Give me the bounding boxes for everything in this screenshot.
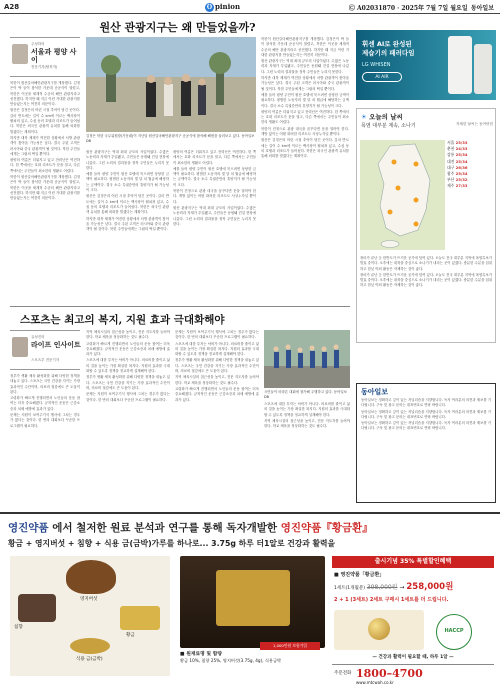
author-kicker: 주성하의: [31, 42, 45, 46]
ad-badge: AI AIR: [362, 72, 402, 82]
column-name: 라이프 인사이트: [31, 340, 81, 349]
section-label: pinion: [215, 2, 241, 11]
paragraph: 문제는 지원이 보여주기식 행사에 그치는 경우가 많다는 것이다. 한 번의 대회보다 꾸준한 프로그램이 필요하다.: [175, 330, 259, 340]
city-row: 대전 25/34: [447, 158, 468, 164]
city-row: 강릉 25/34: [447, 152, 468, 158]
haccp-badge: HACCP: [436, 614, 472, 650]
order-box[interactable]: [332, 664, 494, 686]
website-link[interactable]: www.mtcwah.co.kr: [356, 680, 394, 685]
ingredients-text: 황금 10%, 침향 25%, 영지버섯(3.75g, 4g), 식용금박: [180, 658, 282, 663]
pill-image: [334, 610, 424, 650]
article2-title: 스포츠는 최고의 복지, 지원 효과 극대화해야: [20, 314, 225, 326]
mushroom-illustration: [66, 560, 116, 594]
paragraph: 원산 관광지구는 역대 최대 규모의 사업이었다. 수많은 노동력과 자재가 투입됐고, 주민들은 동원돼 건설 현장에 나갔다. 그런 노력의 결과물을 정작 주민들은 누리지 못한다.: [86, 150, 169, 170]
issue-info: Ⓒ A02031870 · 2025年 7월 7일 월요일: [348, 5, 468, 12]
phone-label: 주문전화: [334, 671, 352, 676]
paragraph: 예를 들어 평양 주민이 원산 호텔에 묵으려면 상당한 금액이 필요하다. 평범한 노동자의 몇 달 치 월급에 해당하는 금액이다. 결국 소수 특권층만의 휴양지가 될 가능성이 크다.: [261, 92, 349, 108]
paragraph: 하지만 대북 제재가 여전한 상황에서 서방 관광객이 찾아올 가능성은 낮다. 결국 주된 고객은 러시아와 중국 관광객이 될 것이다. 북한 주민들에게는 그림의 떡일 뿐이다.: [261, 76, 349, 91]
paragraph: 북한이 원산갈마해안관광지구를 개장했다. 김정은이 딱 들이 참석한 가운데 준공식이 열렸고, 북한은 이곳을 세계적 수준의 해안 관광지라고 선전했다. 하지만 왜 지금 이런 거대한 관광지를 만들었는지는 여전히 의문이다.: [10, 175, 80, 201]
paragraph: 북한이 원산갈마해안관광지구를 개장했다. 김정은이 딱 들이 참석한 가운데 준공식이 열렸고, 북한은 이곳을 세계적 수준의 해안 관광지라고 선전했다. 하지만 왜 지금 이런 거대한 관광지를 만들었는지는 여전히 의문이다.: [261, 37, 349, 57]
article2-photo: [264, 330, 350, 388]
dongailbo-info-box: [356, 383, 496, 503]
ad-headline: 영진약품 에서 철저한 원료 분석과 연구를 통해 독자개발한 영진약품『황금환』: [8, 522, 373, 534]
ad-brand: LG WHISEN: [362, 62, 391, 68]
ingredients-title: ■ 원재료명 및 함량: [180, 652, 222, 657]
paragraph: 원산은 김정은의 어린 시절 추억이 담긴 곳이다. 갈마 반도에는 길이 수 km에 이르는 백사장이 펼쳐져 있고, 수십 동의 호텔과 리조트가 들어섰다. 북한은 외국인 관광객 유치를 통해 외화를 벌겠다는 계획이다.: [10, 108, 80, 134]
divider: [10, 306, 350, 307]
paper-name: 동아일보: [470, 5, 494, 12]
promo-text: 2 + 1 (3세트) 2세트 구매시 1세트를 더 드립니다.: [334, 597, 449, 603]
paragraph: 원산 관광지구는 역대 최대 규모의 사업이었다. 수많은 노동력과 자재가 투입됐고, 주민들은 동원돼 건설 현장에 나갔다. 그런 노력의 결과물을 정작 주민들은 누리지 못한다.: [261, 59, 349, 74]
photo-caption: 시민들이 마라톤 대회에 참가해 주행하고 있다. 동아일보DB: [264, 390, 347, 399]
city-row: 서울 25/33: [447, 140, 468, 145]
marathon-illustration: [264, 330, 350, 388]
paragraph: 지역 체육시설의 접근성을 높이고, 전문 지도자를 늘려야 한다. 학교 체육을 정상화하는 것도 필수다.: [86, 330, 170, 340]
paragraph: 정부가 생활 체육 활성화를 위해 다양한 정책을 내놓고 있다. 스포츠는 국민 건강을 지키는 가장 효과적인 수단이며, 의료비 절감에도 큰 도움이 된다.: [175, 358, 259, 374]
article1-col2: [86, 150, 169, 303]
article2-col1: [10, 374, 80, 507]
paragraph: 스포츠에 대한 투자는 낙비가 아니다. 의료비를 줄이고 삶의 질을 높이는 가장 확실한 복지다. 지원의 효과를 극대화할 수 있도록 정책을 정교하게 설계해야 한다.: [86, 358, 170, 374]
weather-title-text: 오늘의 날씨: [369, 113, 403, 121]
info-brand: 동아일보: [361, 387, 389, 396]
product-box-image: [180, 556, 325, 648]
author-role: 스포츠부 전문기자: [31, 358, 60, 362]
paragraph: 평양의 여름은 더워지고 있고 전력난은 여전하다. 한 쪽에서는 호화 리조트가 문을 열고, 다른 쪽에서는 주민들이 최소한의 생활도 어렵다.: [10, 158, 80, 173]
paragraph: 하지만 대북 제재가 여전한 상황에서 서방 관광객이 찾아올 가능성은 낮다. 결국 주된 고객은 러시아와 중국 관광객이 될 것이다. 북한 주민들에게는 그림의 떡일 뿐이다.: [86, 216, 169, 232]
weather-title: ☀ 오늘의 날씨: [361, 113, 403, 121]
ingredient-label: 영지버섯: [80, 597, 98, 602]
author-avatar: [12, 44, 28, 64]
goldleaf-illustration: [70, 638, 110, 654]
page-number: A28: [4, 3, 20, 11]
paragraph: 원산은 김정은의 어린 시절 추억이 담긴 곳이다. 갈마 반도에는 길이 수 km에 이르는 백사장이 펼쳐져 있고, 수십 동의 호텔과 리조트가 들어섰다. 북한은 외국인 관광객 유치를 통해 외화를 벌겠다는 계획이다.: [86, 194, 169, 215]
paragraph: 하지만 대북 제재가 여전한 상황에서 서방 관광객이 찾아올 가능성은 낮다. 결국 주된 고객은 러시아와 중국 관광객이 될 것이다. 북한 주민들에게는 그림의 떡일 뿐이다.: [10, 135, 80, 156]
info-text: 동아일보는 정확하고 깊이 있는 저널리즘을 지향합니다. 독자 여러분의 의견과 제보를 기다립니다. 구독 및 광고 문의는 대표번호로 연락 바랍니다. 동아일보는 정확하고 깊이 있는 저널리즘을 지향합니다. 독자 여러분의 의견과 제보를 기다립니다. 구독 및 광고 문의는 대표번호로 연락 바랍니다. 동아일보는 정확하고 깊이 있는 저널리즘을 지향합니다. 독자 여러분의 의견과 제보를 기다립니다. 구독 및 광고 문의는 대표번호로 연락 바랍니다.: [361, 398, 491, 431]
gold-pill-icon: [368, 618, 390, 640]
ingredients-image: [10, 556, 170, 676]
paragraph: 장마가 끝난 듯 한반도가 뜨거운 공기에 덮여 있다. 오늘도 전국 대부분 지역에 폭염특보가 발효 중이다. 오후에는 내륙을 중심으로 소나기가 내리는 곳이 있겠다. 충분한 수분을 섭취하고 한낮 야외 활동은 자제하는 것이 좋다.: [360, 272, 492, 288]
article2-col2: [86, 330, 170, 507]
agarwood-illustration: [18, 594, 56, 622]
paragraph: 지역 체육시설의 접근성을 높이고, 전문 지도자를 늘려야 한다. 학교 체육을 정상화하는 것도 필수다.: [264, 418, 350, 429]
article1-author-box: [10, 37, 80, 77]
author-kicker: 유성진의: [31, 335, 45, 339]
section-logo: O: [206, 4, 213, 11]
ad-line2: 제습기의 패러다임: [362, 49, 415, 57]
ad-youngjin[interactable]: [0, 512, 500, 691]
weather-map: [360, 140, 445, 250]
product-item: ■ 영진약품「황금환」: [334, 572, 385, 578]
column-name: 서울과 평양 사이: [31, 47, 77, 64]
author-role: 전문기자(탈북자): [31, 65, 58, 69]
weather-subtitle: 폭염 대부분 계속, 소나기: [361, 123, 416, 129]
author-avatar: [12, 337, 28, 357]
price-row: 1세트(1개월분) 398,000원 → 258,000원: [334, 582, 454, 592]
aircon-unit-illustration: [448, 36, 472, 94]
insurance-badge: 1,000만원 보험가입: [260, 642, 320, 650]
section-title: [205, 2, 240, 12]
city-row: 부산 25/32: [447, 177, 468, 183]
paragraph: 원산 관광지구는 역대 최대 규모의 사업이었다. 수많은 노동력과 자재가 투입됐고, 주민들은 동원돼 건설 현장에 나갔다. 그런 노력의 결과물을 정작 주민들은 누리지 못한다.: [173, 205, 256, 226]
paragraph: 문제는 지원이 보여주기식 행사에 그치는 경우가 많다는 것이다. 한 번의 대회보다 꾸준한 프로그램이 필요하다.: [10, 413, 80, 428]
gold-illustration: [120, 606, 160, 630]
paragraph: 북한이 진정으로 관광 대국을 꿈꾸다면 문을 열어야 한다. 개방 없이는 어떤 화려한 리조트도 사상누각일 뿐이다.: [173, 189, 256, 204]
paragraph: 고령화가 빠르게 진행되면서 노인들의 운동 참여는 더욱 중요해졌다. 규칙적인 운동은 근감소증과 치매 예방에 효과가 있다.: [175, 386, 259, 402]
paragraph: 평양의 여름은 더워지고 있고 전력난은 여전하다. 한 쪽에서는 호화 리조트가 문을 열고, 다른 쪽에서는 주민들이 최소한의 생활도 어렵다.: [261, 109, 349, 125]
ad-line1: 휘센 AI로 완성된: [362, 40, 412, 48]
gold-box-illustration: [216, 570, 290, 626]
paragraph: 문제는 지원이 보여주기식 행사에 그치는 경우가 많다는 것이다. 한 번의 대회보다 꾸준한 프로그램이 필요하다.: [86, 392, 170, 402]
paragraph: 스포츠에 대한 투자는 낙비가 아니다. 의료비를 줄이고 삶의 질을 높이는 가장 확실한 복지다. 지원의 효과를 극대화할 수 있도록 정책을 정교하게 설계해야 한다.: [175, 341, 259, 357]
beach-scene-illustration: [86, 37, 256, 132]
ad-slogan: — 건강과 활력이 필요할 때, 하루 1알 —: [372, 655, 454, 660]
article1-col3: [173, 150, 256, 303]
ingredient-label: 황금: [126, 633, 135, 638]
paragraph: 평양의 여름은 더워지고 있고 전력난은 여전하다. 한 쪽에서는 호화 리조트가 문을 열고, 다른 쪽에서는 주민들이 최소한의 생활도 어렵다.: [173, 150, 256, 165]
article2-col3: [175, 330, 259, 507]
paragraph: 북한이 진정으로 관광 대국을 꿈꾸다면 문을 열어야 한다. 개방 없이는 어떤 화려한 리조트도 사상누각일 뿐이다.: [261, 126, 349, 137]
phone-number[interactable]: 1800–4700: [356, 667, 423, 680]
article1-title: 원산 관광지구는 왜 만들었을까?: [99, 21, 256, 34]
paragraph: 원산은 김정은의 어린 시절 추억이 담긴 곳이다. 갈마 반도에는 길이 수 km에 이르는 백사장이 펼쳐져 있고, 수십 동의 호텔과 리조트가 들어섰다. 북한은 외국인 관광객 유치를 통해 외화를 벌겠다는 계획이다.: [261, 138, 349, 159]
weather-column: [360, 256, 492, 338]
article1-photo: [86, 37, 256, 132]
ad-lg-whisen[interactable]: [356, 30, 496, 100]
korea-map-icon: [360, 140, 445, 250]
header-right: [349, 3, 494, 12]
sale-tag: 출시기념 35% 특별할인혜택: [332, 556, 494, 568]
article1-col4: [261, 37, 349, 303]
paragraph: 스포츠에 대한 투자는 낙비가 아니다. 의료비를 줄이고 삶의 질을 높이는 가장 확실한 복지다. 지원의 효과를 극대화할 수 있도록 정책을 정교하게 설계해야 한다.: [264, 402, 350, 417]
ad-subline: 황금 + 영지버섯 + 침향 + 식용 금(금박)가루를 하나로... 3.75g 하루 터1알로 건강과 활력을: [8, 539, 336, 548]
ingredient-label: 식용 금(금박): [76, 657, 103, 662]
city-row: 대구 26/36: [447, 164, 468, 170]
weather-city-list: [447, 140, 493, 190]
paragraph: 장마가 끝난 듯 한반도가 뜨거운 공기에 덮여 있다. 오늘도 전국 대부분 지역에 폭염특보가 발효 중이다. 오후에는 내륙을 중심으로 소나기가 내리는 곳이 있겠다. 충분한 수분을 섭취하고 한낮 야외 활동은 자제하는 것이 좋다.: [360, 256, 492, 271]
paragraph: 고령화가 빠르게 진행되면서 노인들의 운동 참여는 더욱 중요해졌다. 규칙적인 운동은 근감소증과 치매 예방에 효과가 있다.: [86, 341, 170, 357]
aircon-unit-illustration: [474, 44, 492, 94]
paragraph: 고령화가 빠르게 진행되면서 노인들의 운동 참여는 더욱 중요해졌다. 규칙적인 운동은 근감소증과 치매 예방에 효과가 있다.: [10, 396, 80, 411]
paragraph: 지역 체육시설의 접근성을 높이고, 전문 지도자를 늘려야 한다. 학교 체육을 정상화하는 것도 필수다.: [175, 375, 259, 385]
weather-note: 자세한 날씨는 동아닷컴: [456, 122, 493, 126]
photo-caption: 김정은 북한 국무위원장(가운데)이 지난달 원산갈마해안관광지구 준공식에 참석해 해변을 둘러보고 있다. 동아일보DB: [86, 134, 255, 143]
article2-author-box: [10, 330, 80, 370]
paragraph: 북한이 원산갈마해안관광지구를 개장했다. 김정은이 딱 들이 참석한 가운데 준공식이 열렸고, 북한은 이곳을 세계적 수준의 해안 관광지라고 선전했다. 하지만 왜 지금 이런 거대한 관광지를 만들었는지는 여전히 의문이다.: [10, 81, 80, 107]
city-row: 광주 25/34: [447, 171, 468, 177]
ingredient-label: 침향: [14, 625, 23, 630]
paragraph: 정부가 생활 체육 활성화를 위해 다양한 정책을 내놓고 있다. 스포츠는 국민 건강을 지키는 가장 효과적인 수단이며, 의료비 절감에도 큰 도움이 된다.: [10, 374, 80, 394]
article2-col4: [264, 402, 350, 507]
city-row: 제주 27/33: [447, 183, 468, 189]
paragraph: 예를 들어 평양 주민이 원산 호텔에 묵으려면 상당한 금액이 필요하다. 평범한 노동자의 몇 달 치 월급에 해당하는 금액이다. 결국 소수 특권층만의 휴양지가 될 가능성이 크다.: [86, 172, 169, 193]
paragraph: 정부가 생활 체육 활성화를 위해 다양한 정책을 내놓고 있다. 스포츠는 국민 건강을 지키는 가장 효과적인 수단이며, 의료비 절감에도 큰 도움이 된다.: [86, 375, 170, 390]
page-header: [0, 0, 500, 14]
article1-col1: [10, 81, 80, 303]
city-row: 춘천 24/33: [447, 146, 468, 152]
paragraph: 예를 들어 평양 주민이 원산 호텔에 묵으려면 상당한 금액이 필요하다. 평범한 노동자의 몇 달 치 월급에 해당하는 금액이다. 결국 소수 특권층만의 휴양지가 될 가능성이 크다.: [173, 166, 256, 187]
